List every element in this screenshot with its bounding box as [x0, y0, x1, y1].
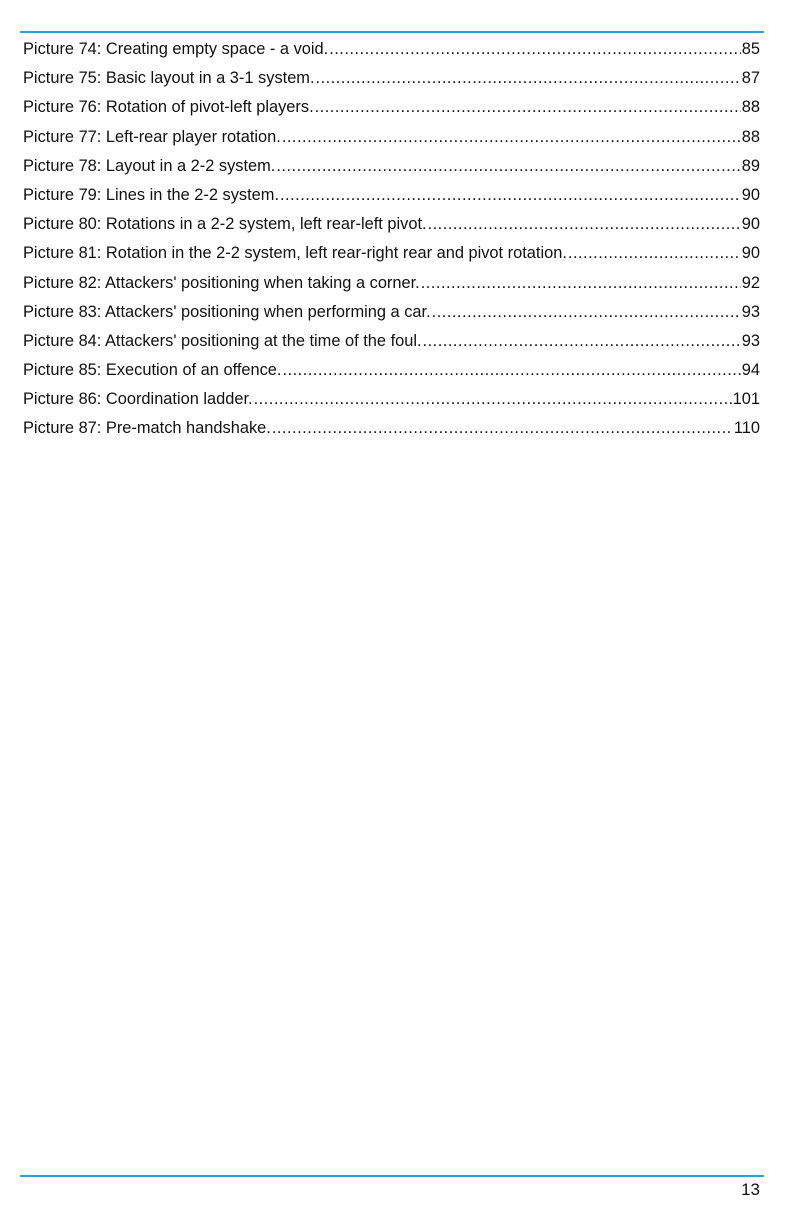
dot-leader: [428, 210, 741, 239]
toc-entry-page: 88: [741, 127, 760, 146]
toc-entry-label: Picture 84: Attackers' positioning at the time of the foul.: [23, 331, 422, 350]
toc-entry-label: Picture 87: Pre-match handshake.: [23, 419, 271, 438]
dot-leader: [316, 64, 741, 93]
toc-entry[interactable]: [23, 64, 760, 93]
toc-entry-label: Picture 80: Rotations in a 2-2 system, left rear-left pivot.: [23, 215, 427, 234]
toc-entry[interactable]: [23, 93, 760, 122]
toc-entry-page: 85: [741, 40, 760, 58]
header-rule: [20, 31, 764, 33]
dot-leader: [272, 414, 733, 443]
toc-entry-page: 90: [741, 215, 760, 234]
toc-entry-label: Picture 75: Basic layout in a 3-1 system.: [23, 69, 315, 88]
toc-entry-page: 90: [741, 244, 760, 263]
toc-entry[interactable]: [23, 327, 760, 356]
dot-leader: [254, 385, 732, 414]
dot-leader: [315, 93, 741, 122]
toc-entry[interactable]: [23, 181, 760, 210]
toc-entry-page: 93: [741, 302, 760, 321]
toc-entry-page: 90: [741, 185, 760, 204]
toc-entry[interactable]: [23, 210, 760, 239]
toc-entry-page: 93: [741, 331, 760, 350]
toc-entry-page: 101: [732, 390, 760, 409]
dot-leader: [282, 356, 740, 385]
toc-entry-page: 110: [733, 419, 760, 438]
toc-entry[interactable]: [23, 385, 760, 414]
dot-leader: [432, 298, 741, 327]
toc-entry-label: Picture 74: Creating empty space - a void.: [23, 40, 329, 58]
toc-entry-page: 88: [741, 98, 760, 117]
toc-entry-page: 94: [741, 361, 760, 380]
dot-leader: [276, 152, 740, 181]
toc-entry-label: Picture 79: Lines in the 2-2 system.: [23, 185, 279, 204]
toc-entry-page: 89: [741, 156, 760, 175]
toc-entry[interactable]: [23, 356, 760, 385]
dot-leader: [421, 269, 741, 298]
dot-leader: [280, 181, 741, 210]
list-of-figures: [23, 35, 760, 444]
toc-entry-label: Picture 86: Coordination ladder.: [23, 390, 253, 409]
toc-entry-label: Picture 76: Rotation of pivot-left players.: [23, 98, 314, 117]
dot-leader: [329, 35, 741, 64]
toc-entry[interactable]: [23, 269, 760, 298]
toc-entry-page: 92: [741, 273, 760, 292]
toc-entry-label: Picture 82: Attackers' positioning when taking a corner.: [23, 273, 420, 292]
dot-leader: [282, 123, 741, 152]
toc-entry-label: Picture 78: Layout in a 2-2 system.: [23, 156, 276, 175]
toc-entry[interactable]: [23, 414, 760, 443]
toc-entry-label: Picture 85: Execution of an offence.: [23, 361, 282, 380]
toc-entry-label: Picture 83: Attackers' positioning when performing a car.: [23, 302, 431, 321]
page-number: 13: [741, 1180, 760, 1199]
toc-entry[interactable]: [23, 152, 760, 181]
toc-entry-label: Picture 81: Rotation in the 2-2 system, left rear-right rear and pivot rotation.: [23, 244, 567, 263]
toc-entry[interactable]: [23, 123, 760, 152]
dot-leader: [423, 327, 741, 356]
toc-entry[interactable]: [23, 35, 760, 64]
footer-rule: [20, 1175, 764, 1177]
toc-entry[interactable]: [23, 298, 760, 327]
dot-leader: [568, 239, 741, 268]
toc-entry[interactable]: [23, 239, 760, 268]
toc-entry-label: Picture 77: Left-rear player rotation.: [23, 127, 281, 146]
toc-entry-page: 87: [741, 69, 760, 88]
